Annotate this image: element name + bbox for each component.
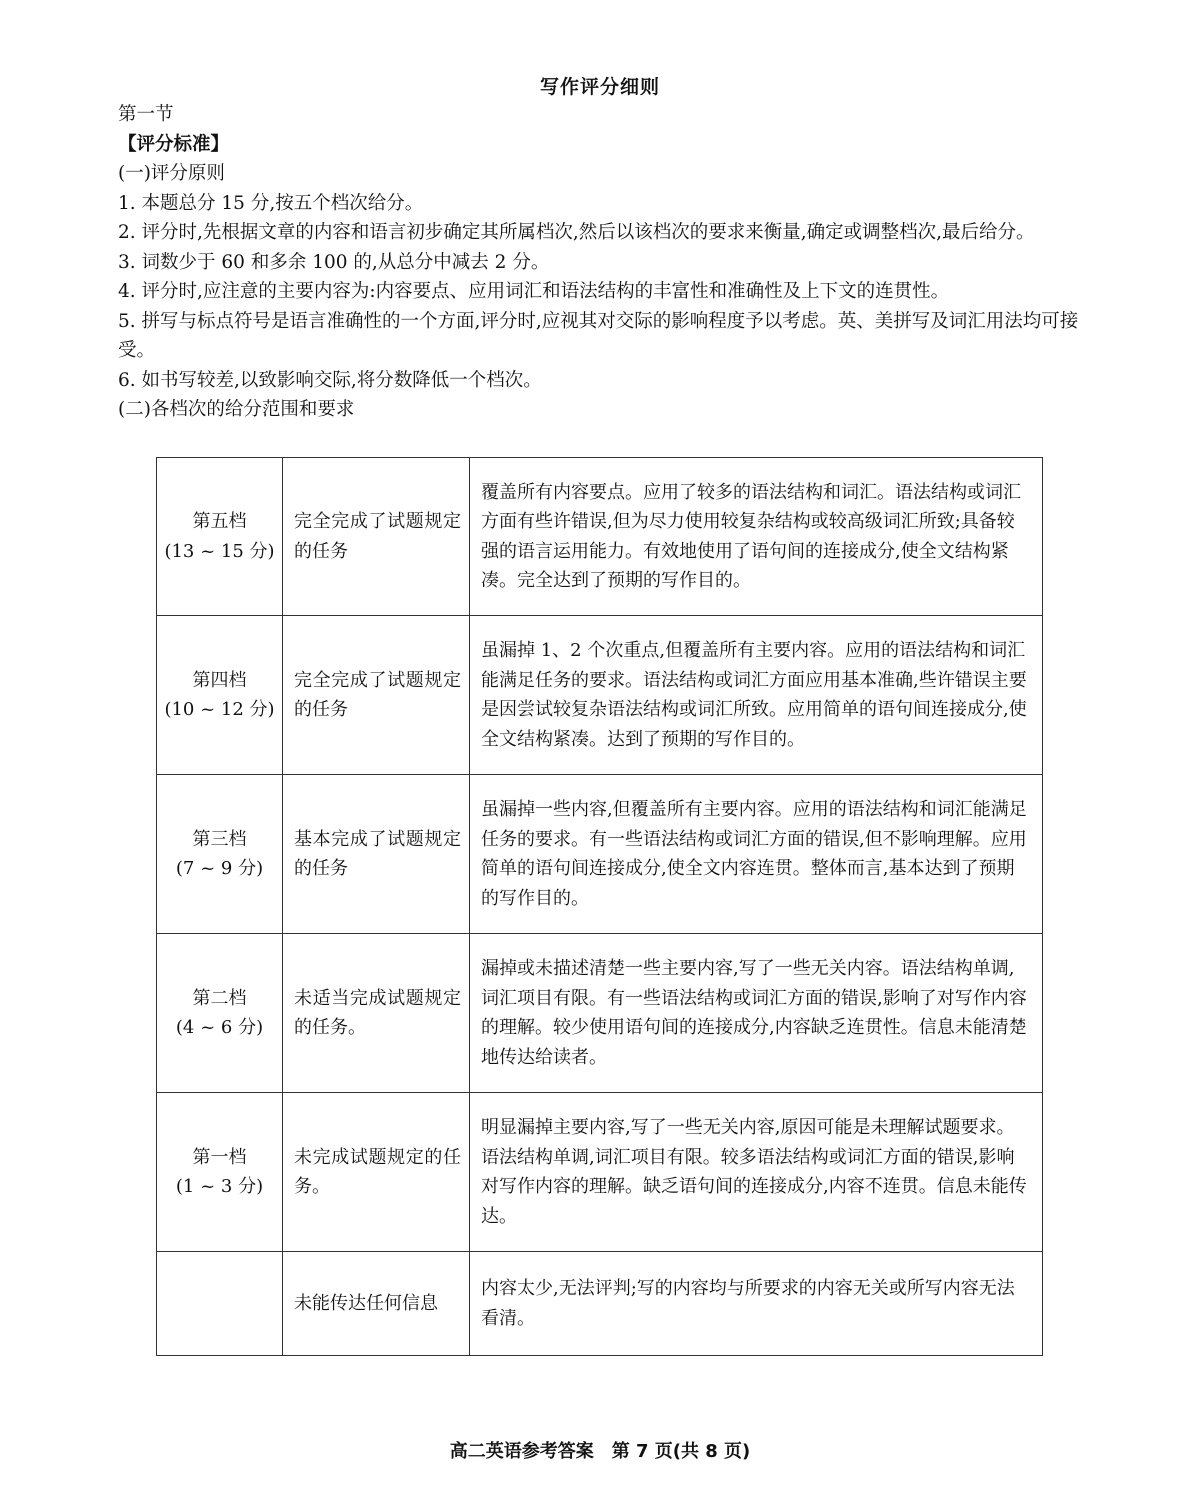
level-name: 第一档 <box>192 1146 247 1168</box>
description-cell <box>470 616 1043 775</box>
description-cell <box>470 458 1043 616</box>
description-text: 漏掉或未描述清楚一些主要内容,写了一些无关内容。语法结构单调,词汇项目有限。有一些语法结构或词汇方面的错误,影响了对写作内容的理解。较少使用语句间的连接成分,内容缺乏连贯性。信息未能清楚地传达给读者。 <box>481 958 1027 1068</box>
description-cell <box>470 775 1043 934</box>
principle-item: 5. 拼写与标点符号是语言准确性的一个方面,评分时,应视其对交际的影响程度予以考虑。英、美拼写及词汇用法均可接受。 <box>118 310 1079 361</box>
table-row <box>157 1252 1043 1356</box>
table-row <box>157 934 1043 1093</box>
task-text: 基本完成了试题规定的任务 <box>294 828 461 879</box>
section-label: 第一节 <box>118 104 174 125</box>
principle-item: 1. 本题总分 15 分,按五个档次给分。 <box>118 192 424 214</box>
task-text: 完全完成了试题规定的任务 <box>294 669 461 720</box>
ranges-heading: (二)各档次的给分范围和要求 <box>118 399 355 420</box>
task-cell <box>283 775 470 934</box>
level-name: 第五档 <box>192 511 247 532</box>
criteria-heading: 【评分标准】 <box>118 133 230 155</box>
level-range: (4 ~ 6 分) <box>175 1017 264 1038</box>
description-text: 虽漏掉 1、2 个次重点,但覆盖所有主要内容。应用的语法结构和词汇能满足任务的要求。语法结构或词汇方面应用基本准确,些许错误主要是因尝试较复杂语法结构或词汇所致。应用简单的语句间连接成分,使全文结构紧凑。达到了预期的写作目的。 <box>481 640 1027 750</box>
task-cell <box>283 1093 470 1252</box>
description-cell <box>470 1252 1043 1356</box>
page-footer: 高二英语参考答案 第 7 页(共 8 页) <box>449 1441 751 1462</box>
table-row <box>157 1093 1043 1252</box>
task-cell <box>283 934 470 1093</box>
grading-table <box>156 457 1043 1356</box>
level-range: (1 ~ 3 分) <box>175 1176 264 1197</box>
level-cell <box>157 616 283 775</box>
principles-heading: (一)评分原则 <box>118 163 225 184</box>
description-text: 虽漏掉一些内容,但覆盖所有主要内容。应用的语法结构和词汇能满足任务的要求。有一些语法结构或词汇方面的错误,但不影响理解。应用简单的语句间连接成分,使全文内容连贯。整体而言,基本达到了预期的写作目的。 <box>481 799 1027 909</box>
level-name: 第三档 <box>192 828 247 850</box>
body-text <box>118 100 1083 425</box>
table-row <box>157 458 1043 616</box>
level-range: (13 ~ 15 分) <box>164 540 275 562</box>
task-cell <box>283 616 470 775</box>
level-cell <box>157 1252 283 1356</box>
description-cell <box>470 934 1043 1093</box>
level-range: (10 ~ 12 分) <box>164 699 275 720</box>
principle-item: 2. 评分时,先根据文章的内容和语言初步确定其所属档次,然后以该档次的要求来衡量,确定或调整档次,最后给分。 <box>118 222 1035 243</box>
level-name: 第四档 <box>192 669 247 691</box>
task-text: 未能传达任何信息 <box>294 1292 438 1314</box>
level-range: (7 ~ 9 分) <box>175 858 264 879</box>
description-text: 内容太少,无法评判;写的内容均与所要求的内容无关或所写内容无法看清。 <box>481 1278 1015 1329</box>
task-text: 未完成试题规定的任务。 <box>294 1146 461 1197</box>
description-text: 覆盖所有内容要点。应用了较多的语法结构和词汇。语法结构或词汇方面有些许错误,但为尽力使用较复杂结构或较高级词汇所致;具备较强的语言运用能力。有效地使用了语句间的连接成分,使全文结构紧凑。完全达到了预期的写作目的。 <box>481 481 1021 591</box>
principle-item: 3. 词数少于 60 和多余 100 的,从总分中减去 2 分。 <box>118 251 550 273</box>
level-name: 第二档 <box>192 987 247 1009</box>
level-cell <box>157 1093 283 1252</box>
task-cell <box>283 458 470 616</box>
task-text: 完全完成了试题规定的任务 <box>294 511 461 562</box>
table-row <box>157 616 1043 775</box>
description-cell <box>470 1093 1043 1252</box>
level-cell <box>157 458 283 616</box>
description-text: 明显漏掉主要内容,写了一些无关内容,原因可能是未理解试题要求。语法结构单调,词汇项目有限。较多语法结构或词汇方面的错误,影响对写作内容的理解。缺乏语句间的连接成分,内容不连贯。信息未能传达。 <box>481 1117 1027 1227</box>
page-title: 写作评分细则 <box>539 76 660 98</box>
table-row <box>157 775 1043 934</box>
level-cell <box>157 775 283 934</box>
task-cell <box>283 1252 470 1356</box>
principle-item: 6. 如书写较差,以致影响交际,将分数降低一个档次。 <box>118 369 542 391</box>
principle-item: 4. 评分时,应注意的主要内容为:内容要点、应用词汇和语法结构的丰富性和准确性及上下文的连贯性。 <box>118 281 950 302</box>
level-cell <box>157 934 283 1093</box>
task-text: 未适当完成试题规定的任务。 <box>294 987 461 1038</box>
